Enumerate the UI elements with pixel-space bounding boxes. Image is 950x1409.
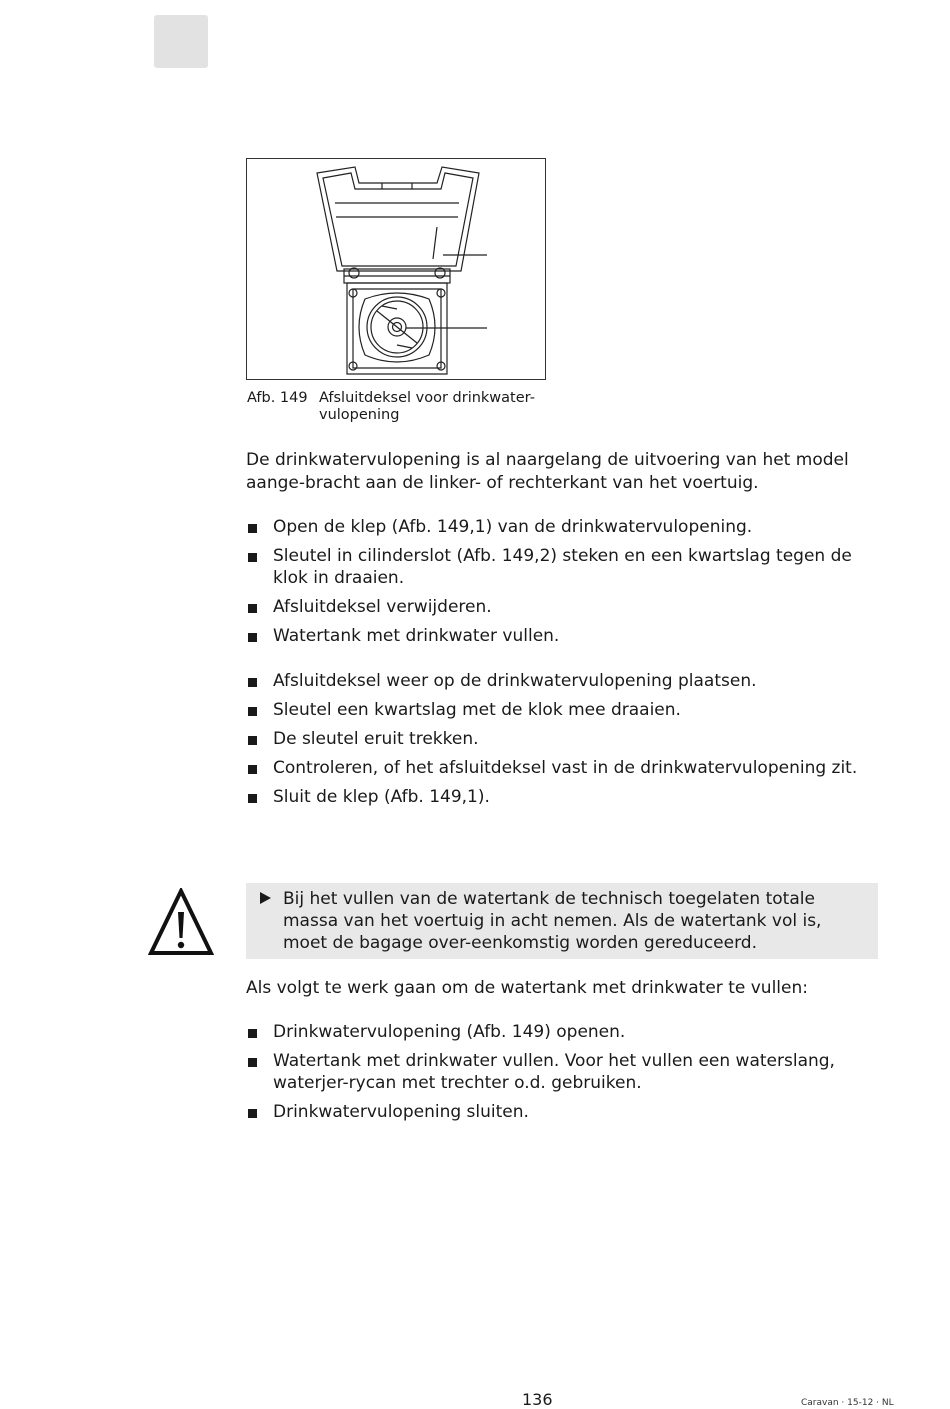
bullet-square-icon [248, 765, 257, 774]
list-item: Afsluitdeksel weer op de drinkwatervulopening plaatsen. [246, 671, 876, 693]
list-item: Sleutel een kwartslag met de klok mee draaien. [246, 700, 876, 722]
list-item: Open de klep (Afb. 149,1) van de drinkwatervulopening. [246, 517, 876, 539]
figure-149 [246, 158, 546, 380]
bullet-square-icon [248, 707, 257, 716]
list-item: Afsluitdeksel verwijderen. [246, 597, 876, 619]
list-item: Sluit de klep (Afb. 149,1). [246, 787, 876, 809]
steps-open-list [246, 517, 876, 655]
list-item: Controleren, of het afsluitdeksel vast in de drinkwatervulopening zit. [246, 758, 876, 780]
bullet-square-icon [248, 604, 257, 613]
bullet-square-icon [248, 678, 257, 687]
fill-intro-paragraph: Als volgt te werk gaan om de watertank met drinkwater te vullen: [246, 978, 808, 998]
water-filler-cap-illustration [247, 159, 547, 381]
list-item: Watertank met drinkwater vullen. [246, 626, 876, 648]
chapter-tab-marker [154, 15, 208, 68]
figure-caption-number: Afb. 149 [247, 390, 308, 406]
bullet-square-icon [248, 1109, 257, 1118]
arrow-right-icon [260, 892, 271, 904]
warning-triangle-icon [148, 888, 214, 956]
warning-text: Bij het vullen van de watertank de technisch toegelaten totale massa van het voertuig in acht nemen. Als de watertank vol is, moet de bagage over-eenkomstig worden gereduceerd. [283, 889, 822, 953]
list-item: Watertank met drinkwater vullen. Voor het vullen een waterslang, waterjer-rycan met trechter o.d. gebruiken. [246, 1051, 876, 1094]
warning-box [246, 883, 878, 959]
bullet-square-icon [248, 794, 257, 803]
bullet-square-icon [248, 1029, 257, 1038]
figure-caption-text: Afsluitdeksel voor drinkwater-vulopening [319, 390, 535, 423]
page-number: 136 [522, 1390, 553, 1409]
steps-fill-list [246, 1022, 876, 1131]
bullet-square-icon [248, 524, 257, 533]
intro-paragraph: De drinkwatervulopening is al naargelang de uitvoering van het model aange-bracht aan de linker- of rechterkant van het voertuig. [246, 450, 849, 493]
list-item: De sleutel eruit trekken. [246, 729, 876, 751]
steps-close-list [246, 671, 876, 816]
bullet-square-icon [248, 736, 257, 745]
bullet-square-icon [248, 553, 257, 562]
list-item: Sleutel in cilinderslot (Afb. 149,2) steken en een kwartslag tegen de klok in draaien. [246, 546, 876, 589]
bullet-square-icon [248, 1058, 257, 1067]
footer-reference: Caravan · 15-12 · NL [801, 1398, 894, 1408]
list-item: Drinkwatervulopening sluiten. [246, 1102, 876, 1124]
list-item: Drinkwatervulopening (Afb. 149) openen. [246, 1022, 876, 1044]
bullet-square-icon [248, 633, 257, 642]
